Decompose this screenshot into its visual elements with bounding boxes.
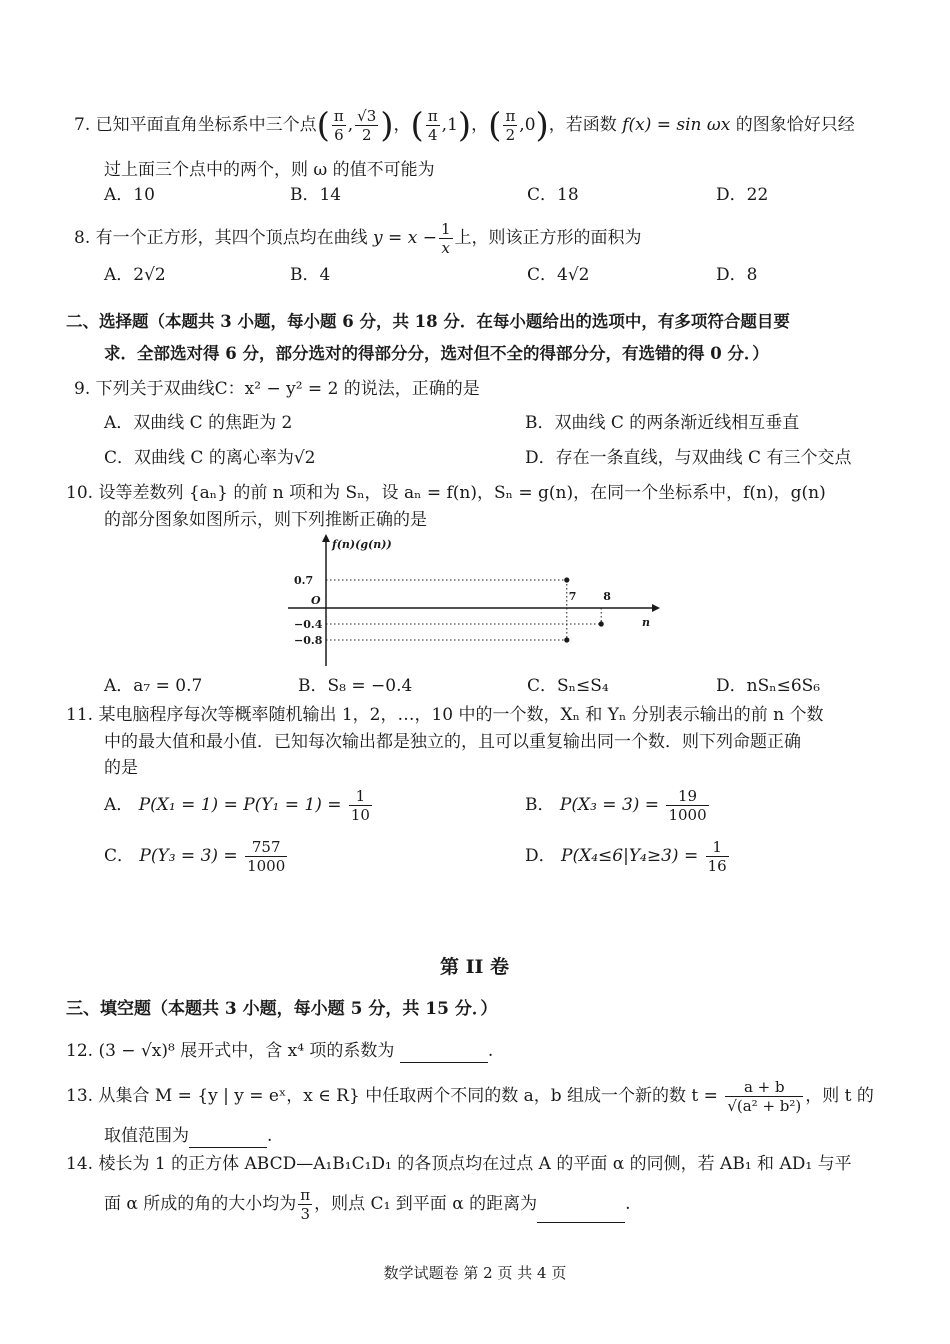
x-tick-label: 8	[603, 590, 611, 603]
q7-line1	[74, 107, 855, 144]
y-tick-label: 0.7	[294, 574, 314, 587]
x-axis-label: n	[642, 616, 650, 629]
q7-text-a: 已知平面直角坐标系中三个点	[95, 115, 317, 135]
q10-option-c: C．Sₙ≤S₄	[527, 676, 609, 696]
q11-option-c-expr: P(Y₃ = 3) =	[139, 846, 238, 866]
y-tick-label: −0.4	[294, 618, 323, 631]
q11-option-a-frac: $\frac{1}{10}$	[350, 787, 370, 824]
q8-text-a: 有一个正方形，其四个顶点均在曲线	[95, 228, 368, 248]
q8-option-a: A．2√2	[104, 265, 166, 285]
q11-line1	[66, 703, 824, 727]
part2-title: 第 II 卷	[440, 956, 510, 978]
q7-text-c: 的图象恰好只经	[735, 115, 855, 135]
q9-option-b: B．双曲线 C 的两条渐近线相互垂直	[525, 413, 800, 433]
q8-curve: y = x −	[373, 228, 437, 248]
q7-option-d: D．22	[716, 185, 769, 205]
q11-option-d-label: D．	[525, 846, 556, 866]
q9-option-a: A．双曲线 C 的焦距为 2	[104, 413, 293, 433]
q7-option-a: A．10	[104, 185, 155, 205]
q12-number: 12.	[66, 1041, 94, 1061]
q11-line3: 的是	[104, 758, 138, 778]
origin-label: O	[311, 594, 321, 607]
section3-heading: 三、填空题（本题共 3 小题，每小题 5 分，共 15 分．）	[66, 999, 498, 1019]
q13-number: 13.	[66, 1086, 94, 1106]
q12-line	[66, 1039, 493, 1063]
q7-line2: 过上面三个点中的两个，则 ω 的值不可能为	[104, 160, 435, 180]
q11-option-d-frac: $\frac{1}{16}$	[707, 838, 727, 875]
q7-points: ( $\frac{\pi}{6}$ , $\frac{√3}{2}$ )，( $\frac{\pi}{4}$ ,1)，( $\frac{\pi}{2}$ ,0)	[316, 105, 549, 146]
q13-frac: $\frac{a + b}{\text{√(a² + b²)}}$	[727, 1078, 802, 1115]
q14-end: .	[625, 1194, 631, 1214]
q12-text: (3 − √x)⁸ 展开式中，含 x⁴ 项的系数为	[98, 1041, 395, 1061]
q13-line2	[104, 1124, 272, 1148]
section2-heading-line2: 求．全部选对得 6 分，部分选对的得部分分，选对但不全的得部分分，有选错的得 0 分．）	[104, 344, 769, 363]
q11-option-c-label: C．	[104, 846, 135, 866]
q8-option-b: B．4	[290, 265, 331, 285]
q14-number: 14.	[66, 1154, 94, 1174]
q10-text1: 设等差数列 {aₙ} 的前 n 项和为 Sₙ，设 aₙ = f(n)，Sₙ = g(n)，在同一个坐标系中，f(n)，g(n)	[98, 483, 826, 503]
q10-option-b: B．S₈ = −0.4	[298, 676, 413, 696]
q11-option-a	[104, 787, 374, 824]
q14-line2-text-a: 面 α 所成的角的大小均为	[104, 1194, 297, 1214]
q8-option-d: D．8	[716, 265, 758, 285]
q13-text-b: ，则 t 的	[805, 1086, 874, 1106]
q9-option-c: C．双曲线 C 的离心率为√2	[104, 448, 316, 468]
q12-answer-blank[interactable]	[400, 1044, 488, 1063]
q10-option-d: D．nSₙ≤6S₆	[716, 676, 821, 696]
q8-number: 8.	[74, 228, 91, 248]
q14-line2	[104, 1186, 630, 1223]
q13-end: .	[267, 1126, 273, 1146]
q8-line1	[74, 220, 642, 257]
q9-text: 下列关于双曲线C：x² − y² = 2 的说法，正确的是	[95, 379, 480, 399]
y-tick-label: −0.8	[294, 634, 323, 647]
q13-text-a: 从集合 M = {y | y = eˣ，x ∈ R} 中任取两个不同的数 a，b 组成一个新的数 t =	[98, 1086, 718, 1106]
q12-end: .	[487, 1041, 494, 1061]
q14-frac: $\frac{\pi}{3}$	[300, 1186, 311, 1223]
q13-line2-text: 取值范围为	[104, 1126, 189, 1146]
q8-curve-frac: $\frac{1}{x}$	[440, 220, 451, 257]
q10-number: 10.	[66, 483, 94, 503]
q14-line1	[66, 1152, 852, 1176]
q11-option-a-label: A．	[104, 795, 134, 815]
q13-line1	[66, 1078, 874, 1115]
q7-option-b: B．14	[290, 185, 342, 205]
q14-line2-text-b: ，则点 C₁ 到平面 α 的距离为	[314, 1194, 538, 1214]
data-point	[564, 637, 569, 642]
q9-line	[74, 377, 480, 401]
q7-number: 7.	[74, 115, 91, 135]
q11-option-c	[104, 838, 289, 875]
q11-option-b	[525, 787, 711, 824]
q10-line2: 的部分图象如图所示，则下列推断正确的是	[104, 510, 427, 530]
q10-line1	[66, 481, 826, 505]
q8-option-c: C．4√2	[527, 265, 590, 285]
q11-option-b-label: B．	[525, 795, 555, 815]
q11-number: 11.	[66, 705, 94, 725]
page-footer: 数学试题卷 第 2 页 共 4 页	[383, 1264, 567, 1282]
q7-option-c: C．18	[527, 185, 579, 205]
y-axis-arrow-icon	[322, 534, 330, 542]
q10-option-a: A．a₇ = 0.7	[104, 676, 203, 696]
q14-text1: 棱长为 1 的正方体 ABCD—A₁B₁C₁D₁ 的各顶点均在过点 A 的平面 α 的同侧，若 AB₁ 和 AD₁ 与平	[98, 1154, 852, 1174]
q11-option-c-frac: $\frac{757}{1000}$	[247, 838, 286, 875]
q11-text1: 某电脑程序每次等概率随机输出 1，2，…，10 中的一个数，Xₙ 和 Yₙ 分别表示输出的前 n 个数	[98, 705, 824, 725]
x-tick-label: 7	[568, 590, 577, 603]
q7-text-b: ，若函数	[548, 115, 617, 135]
q14-answer-blank[interactable]	[537, 1204, 625, 1223]
q11-line2: 中的最大值和最小值．已知每次输出都是独立的，且可以重复输出同一个数．则下列命题正确	[104, 732, 801, 752]
y-axis-label: f(n)(g(n))	[332, 538, 392, 551]
section2-heading-line1: 二、选择题（本题共 3 小题，每小题 6 分，共 18 分．在每小题给出的选项中，有多项符合题目要	[66, 312, 790, 331]
q11-option-d	[525, 838, 731, 875]
q9-option-d: D．存在一条直线，与双曲线 C 有三个交点	[525, 448, 852, 468]
q10-graph	[282, 532, 682, 672]
q9-number: 9.	[74, 379, 91, 399]
q11-option-b-expr: P(X₃ = 3) =	[559, 795, 660, 815]
q8-text-b: 上，则该正方形的面积为	[454, 228, 642, 248]
q11-option-b-frac: $\frac{19}{1000}$	[668, 787, 707, 824]
q11-option-d-expr: P(X₄≤6|Y₄≥3) =	[561, 846, 699, 866]
q7-function: f(x) = sin ωx	[622, 115, 731, 135]
q13-answer-blank[interactable]	[189, 1129, 267, 1148]
data-point	[564, 577, 569, 582]
data-point	[599, 621, 604, 626]
x-axis-arrow-icon	[652, 604, 660, 612]
q11-option-a-expr: P(X₁ = 1) = P(Y₁ = 1) =	[138, 795, 342, 815]
